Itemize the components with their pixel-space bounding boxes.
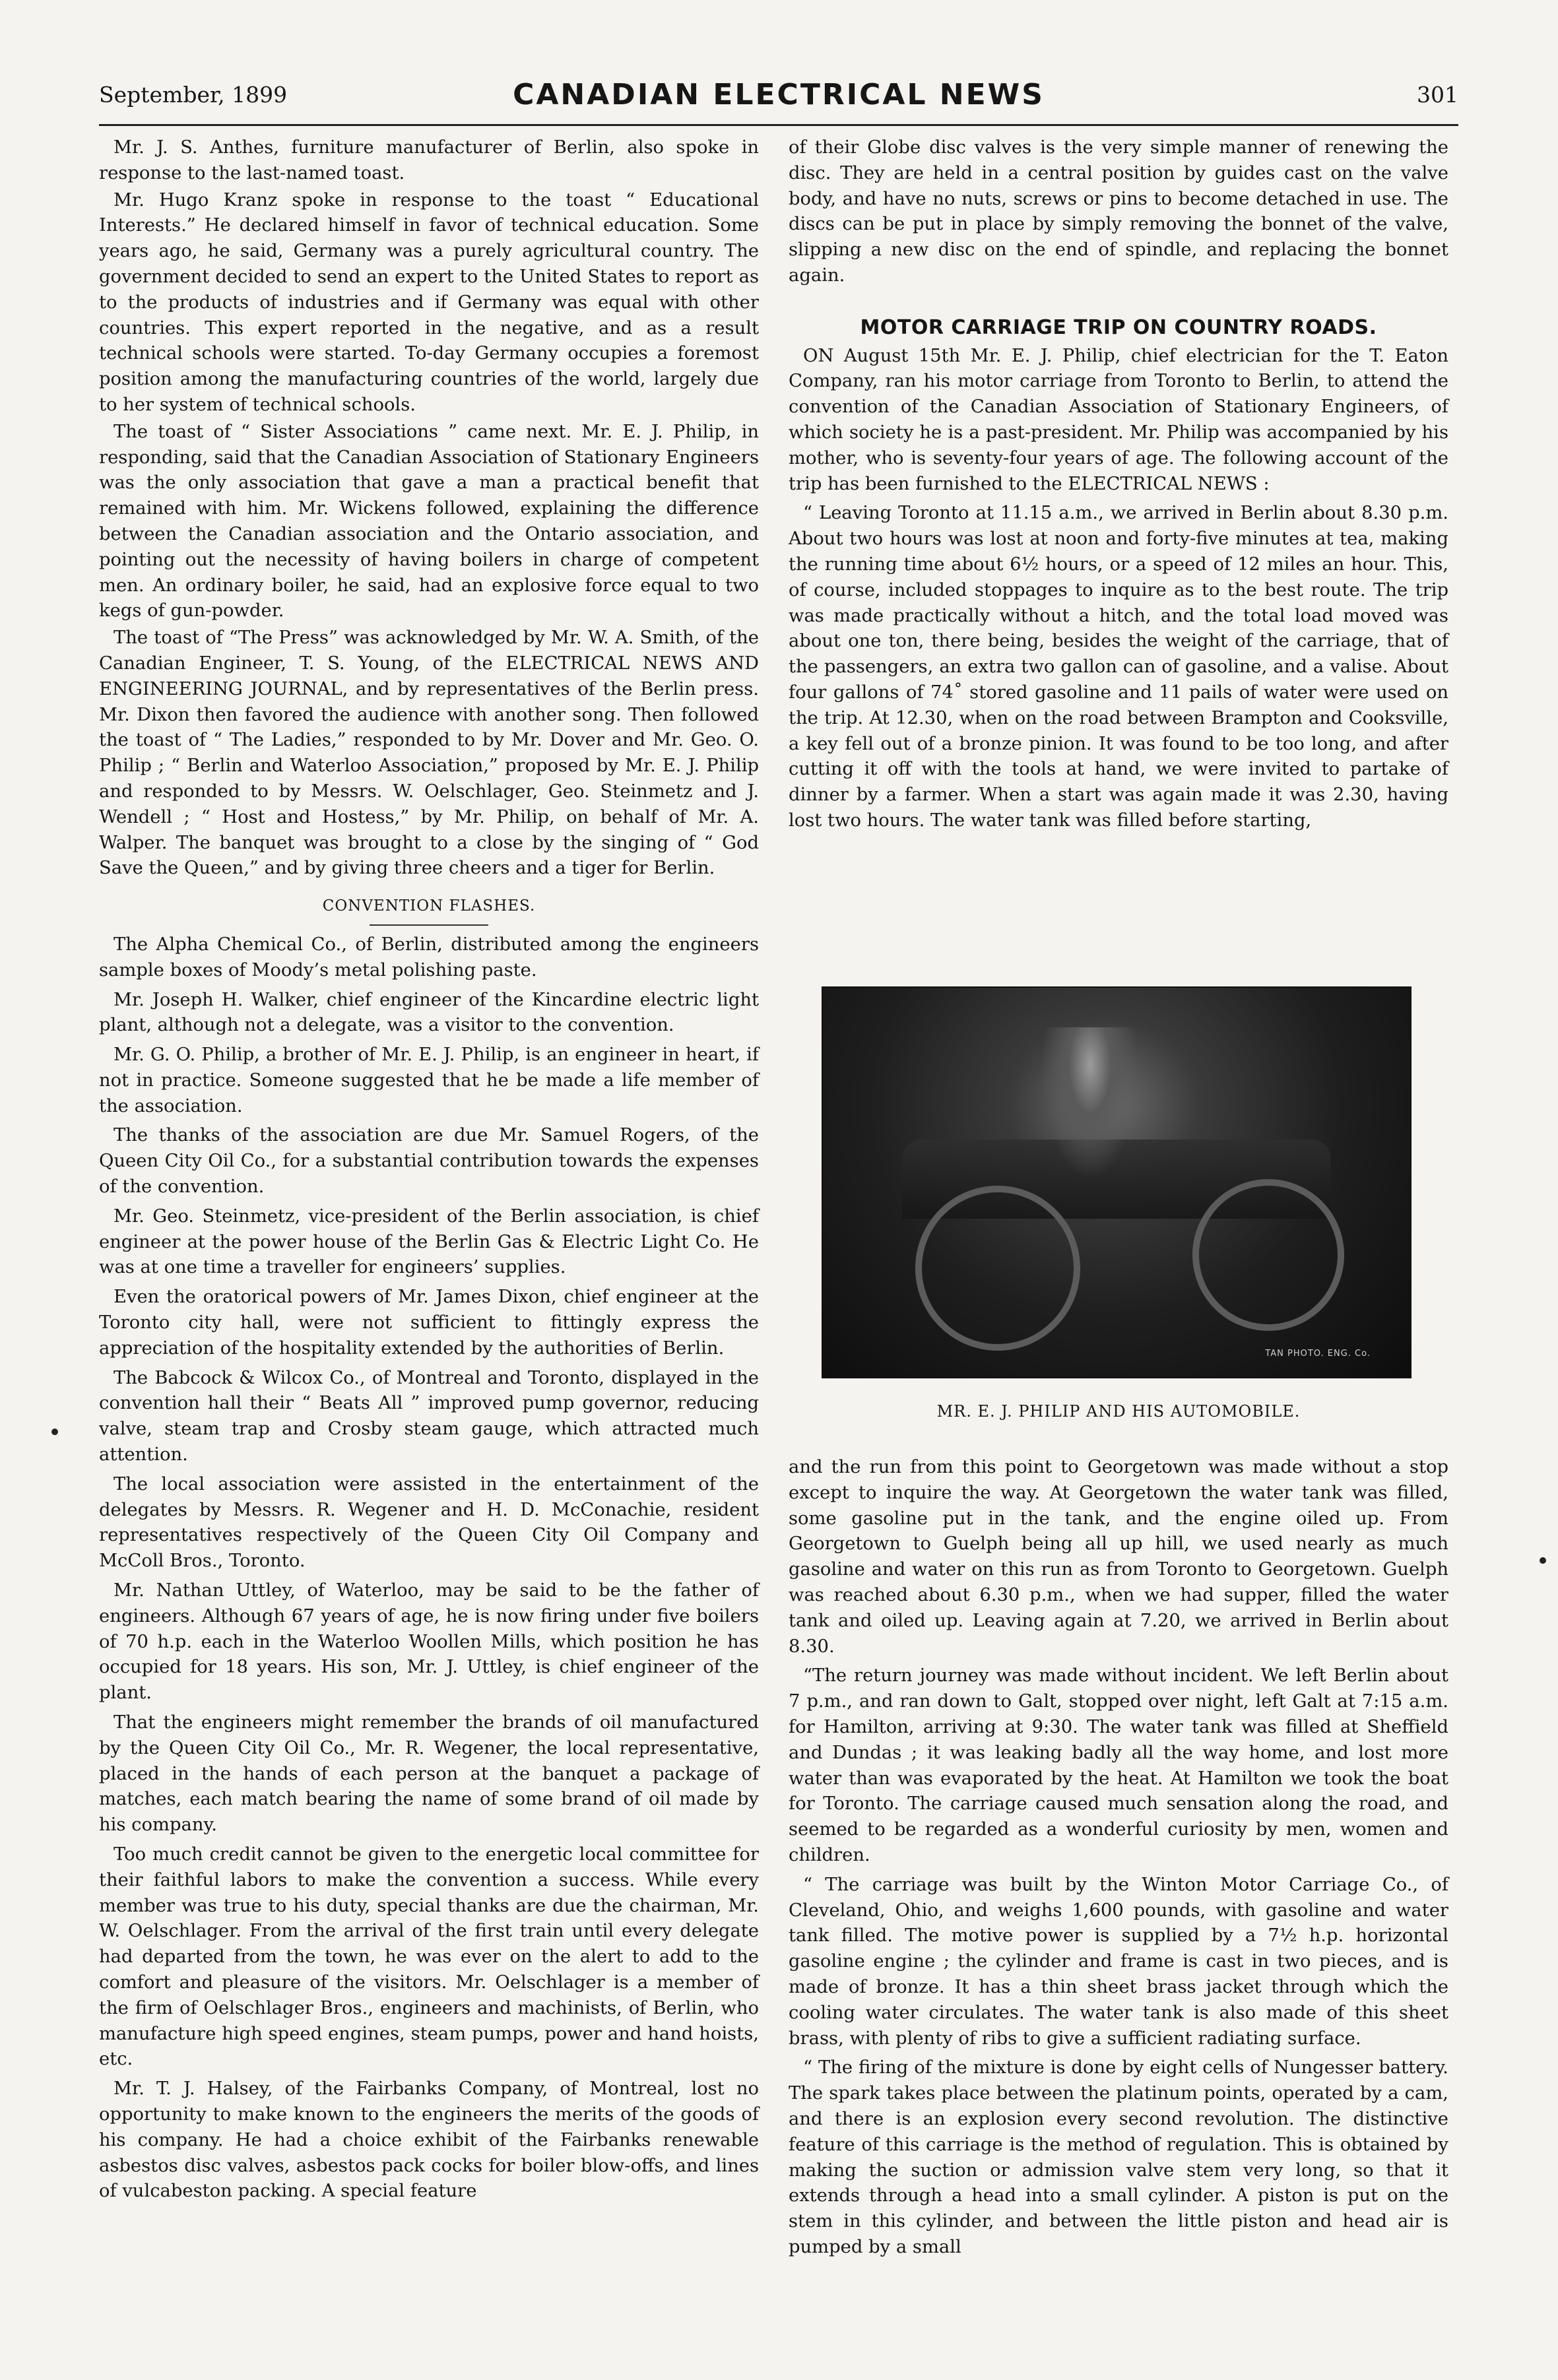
subheading-text: CONVENTION FLASHES. bbox=[322, 897, 536, 915]
article-title: MOTOR CARRIAGE TRIP ON COUNTRY ROADS. bbox=[860, 315, 1377, 339]
rear-wheel bbox=[1192, 1179, 1344, 1331]
paragraph: “The return journey was made without incident. We left Berlin about 7 p.m., and ran down to Galt, stopped over night, left Galt at 7:15 a.m. for Hamilton, arriving at 9:30. The water tank was filled at Sheffield and Dundas ; it was leaking badly all the way home, and lost more water than was evaporated by the heat. At Hamilton we took the boat for Toronto. The carriage caused much sensation along the road, and seemed to be regarded as a wonderful curiosity by men, women and children. bbox=[789, 1665, 1448, 1865]
automobile-photo bbox=[822, 986, 1412, 1378]
left-column bbox=[99, 135, 759, 2204]
paragraph: Mr. Nathan Uttley, of Waterloo, may be said to be the father of engineers. Although 67 years of age, he is now firing under five boilers of 70 h.p. each in the Waterloo Woollen Mills, which position he has occupied for 18 years. His son, Mr. J. Uttley, is chief engineer of the plant. bbox=[99, 1580, 759, 1704]
masthead-rule bbox=[99, 124, 1458, 126]
paragraph: The toast of “ Sister Associations ” came next. Mr. E. J. Philip, in responding, said that the Canadian Association of Stationary Engineers was the only association that gave a man a practical benefit that remained with him. Mr. Wickens followed, explaining the difference between the Canadian association and the Ontario association, and pointing out the necessity of having boilers in charge of competent men. An ordinary boiler, he said, had an explosive force equal to two kegs of gun-powder. bbox=[99, 421, 759, 622]
right-column-bottom bbox=[789, 1455, 1448, 2261]
paragraph: “ The carriage was built by the Winton Motor Carriage Co., of Cleveland, Ohio, and weighs 1,600 pounds, with gasoline and water tank filled. The motive power is supplied by a 7½ h.p. horizontal gasoline engine ; the cylinder and frame is cast in two pieces, and is made of bronze. It has a thin sheet brass jacket through which the cooling water circulates. The water tank is also made of this sheet brass, with plenty of ribs to give a sufficient radiating surface. bbox=[789, 1874, 1448, 2049]
caption-text: MR. E. J. PHILIP AND HIS AUTOMOBILE. bbox=[936, 1402, 1301, 1421]
photo-credit: TAN PHOTO. ENG. Co. bbox=[1265, 1349, 1371, 1359]
paragraph: That the engineers might remember the brands of oil manufactured by the Queen City Oil Co., Mr. R. Wegener, the local representative, placed in the hands of each person at the banquet a package of matches, each match bearing the name of some brand of oil made by his company. bbox=[99, 1712, 759, 1836]
subheading-rule bbox=[370, 924, 488, 926]
section-subheading bbox=[99, 893, 759, 926]
paragraph: ON August 15th Mr. E. J. Philip, chief electrician for the T. Eaton Company, ran his motor carriage from Toronto to Berlin, to attend the convention of the Canadian Association of Stationary Engineers, of which society he is a past-president. Mr. Philip was accompanied by his mother, who is seventy-four years of age. The following account of the trip has been furnished to the ELECTRICAL NEWS : bbox=[789, 345, 1448, 494]
photo-caption bbox=[789, 1402, 1448, 1421]
margin-dot bbox=[1540, 1557, 1546, 1564]
paragraph: of their Globe disc valves is the very simple manner of renewing the disc. They are held in a central position by guides cast on the valve body, and have no nuts, screws or pins to become detached in use. The discs can be put in place by simply removing the bonnet of the valve, slipping a new disc on the end of spindle, and replacing the bonnet again. bbox=[789, 137, 1448, 286]
paragraph: The thanks of the association are due Mr. Samuel Rogers, of the Queen City Oil Co., for a substantial contribution towards the expenses of the convention. bbox=[99, 1125, 759, 1198]
paragraph: Even the oratorical powers of Mr. James Dixon, chief engineer at the Toronto city hall, were not sufficient to fittingly express the appreciation of the hospitality extended by the authorities of Berlin. bbox=[99, 1287, 759, 1359]
paragraph: Mr. Hugo Kranz spoke in response to the toast “ Educational Interests.” He declared himself in favor of technical education. Some years ago, he said, Germany was a purely agricultural country. The government decided to send an expert to the United States to report as to the products of industries and if Germany was equal with other countries. This expert reported in the negative, and as a result technical schools were started. To-day Germany occupies a foremost position among the manufacturing countries of the world, largely due to her system of technical schools. bbox=[99, 189, 759, 415]
driver-figure bbox=[1041, 1027, 1140, 1179]
paragraph: Mr. T. J. Halsey, of the Fairbanks Company, of Montreal, lost no opportunity to make known to the engineers the merits of the goods of his company. He had a choice exhibit of the Fairbanks renewable asbestos disc valves, asbestos pack cocks for boiler blow-offs, and lines of vulcabeston packing. A special feature bbox=[99, 2078, 759, 2202]
page-number: 301 bbox=[1417, 82, 1458, 108]
paragraph: “ Leaving Toronto at 11.15 a.m., we arrived in Berlin about 8.30 p.m. About two hours was lost at noon and forty-five minutes at tea, making the running time about 6½ hours, or a speed of 12 miles an hour. This, of course, included stoppages to inquire as to the best route. The trip was made practically without a hitch, and the total load moved was about one ton, there being, besides the weight of the carriage, that of the passengers, an extra two gallon can of gasoline, and a valise. About four gallons of 74˚ stored gasoline and 11 pails of water were used on the trip. At 12.30, when on the road between Brampton and Cooksville, a key fell out of a bronze pinion. It was found to be too long, and after cutting it off with the tools at hand, we were invited to partake of dinner by a farmer. When a start was again made it was 2.30, having lost two hours. The water tank was filled before starting, bbox=[789, 503, 1448, 831]
margin-dot bbox=[51, 1429, 58, 1435]
publication-title: CANADIAN ELECTRICAL NEWS bbox=[513, 78, 1045, 112]
front-wheel bbox=[915, 1186, 1080, 1351]
paragraph: Mr. G. O. Philip, a brother of Mr. E. J. Philip, is an engineer in heart, if not in practice. Someone suggested that he be made a life member of the association. bbox=[99, 1045, 759, 1116]
paragraph: Mr. J. S. Anthes, furniture manufacturer of Berlin, also spoke in response to the last-named toast. bbox=[99, 137, 759, 183]
paragraph: Too much credit cannot be given to the energetic local committee for their faithful labors to make the convention a success. While every member was true to his duty, special thanks are due the chairman, Mr. W. Oelschlager. From the arrival of the first train until every delegate had departed from the town, he was ever on the alert to add to the comfort and pleasure of the visitors. Mr. Oelschlager is a member of the firm of Oelschlager Bros., engineers and machinists, of Berlin, who manufacture high speed engines, steam pumps, power and hand hoists, etc. bbox=[99, 1844, 759, 2070]
paragraph: The local association were assisted in the entertainment of the delegates by Messrs. R. Wegener and H. D. McConachie, resident representatives respectively of the Queen City Oil Company and McColl Bros., Toronto. bbox=[99, 1473, 759, 1572]
issue-date: September, 1899 bbox=[99, 82, 288, 108]
paragraph: and the run from this point to Georgetown was made without a stop except to inquire the way. At Georgetown the water tank was filled, some gasoline put in the tank, and the engine oiled up. From Georgetown to Guelph being all up hill, we used nearly as much gasoline and water on this run as from Toronto to Georgetown. Guelph was reached about 6.30 p.m., when we had supper, filled the water tank and oiled up. Leaving again at 7.20, we arrived in Berlin about 8.30. bbox=[789, 1457, 1448, 1657]
paragraph: The Alpha Chemical Co., of Berlin, distributed among the engineers sample boxes of Moody’s metal polishing paste. bbox=[99, 934, 759, 981]
paragraph: “ The firing of the mixture is done by eight cells of Nungesser battery. The spark takes place between the platinum points, operated by a cam, and there is an explosion every second revolution. The distinctive feature of this carriage is the method of regulation. This is obtained by making the suction or admission valve stem very long, so that it extends through a head into a small cylinder. A piston is put on the stem in this cylinder, and between the little piston and head air is pumped by a small bbox=[789, 2057, 1448, 2257]
paragraph: Mr. Geo. Steinmetz, vice-president of the Berlin association, is chief engineer at the power house of the Berlin Gas & Electric Light Co. He was at one time a traveller for engineers’ supplies. bbox=[99, 1206, 759, 1278]
paragraph: The Babcock & Wilcox Co., of Montreal and Toronto, displayed in the convention hall their “ Beats All ” improved pump governor, reducing valve, steam trap and Crosby steam gauge, which attracted much attention. bbox=[99, 1367, 759, 1465]
paragraph: The toast of “The Press” was acknowledged by Mr. W. A. Smith, of the Canadian Engineer, T. S. Young, of the ELECTRICAL NEWS AND ENGINEERING JOURNAL, and by representatives of the Berlin press. Mr. Dixon then favored the audience with another song. Then followed the toast of “ The Ladies,” responded to by Mr. Dover and Mr. Geo. O. Philip ; “ Berlin and Waterloo Association,” proposed by Mr. E. J. Philip and responded to by Messrs. W. Oelschlager, Geo. Steinmetz and J. Wendell ; “ Host and Hostess,” by Mr. Philip, on behalf of Mr. A. Walper. The banquet was brought to a close by the singing of “ God Save the Queen,” and by giving three cheers and a tiger for Berlin. bbox=[99, 627, 759, 879]
right-column-top bbox=[789, 135, 1448, 834]
masthead bbox=[99, 78, 1458, 117]
paragraph: Mr. Joseph H. Walker, chief engineer of the Kincardine electric light plant, although not a delegate, was a visitor to the convention. bbox=[99, 989, 759, 1036]
